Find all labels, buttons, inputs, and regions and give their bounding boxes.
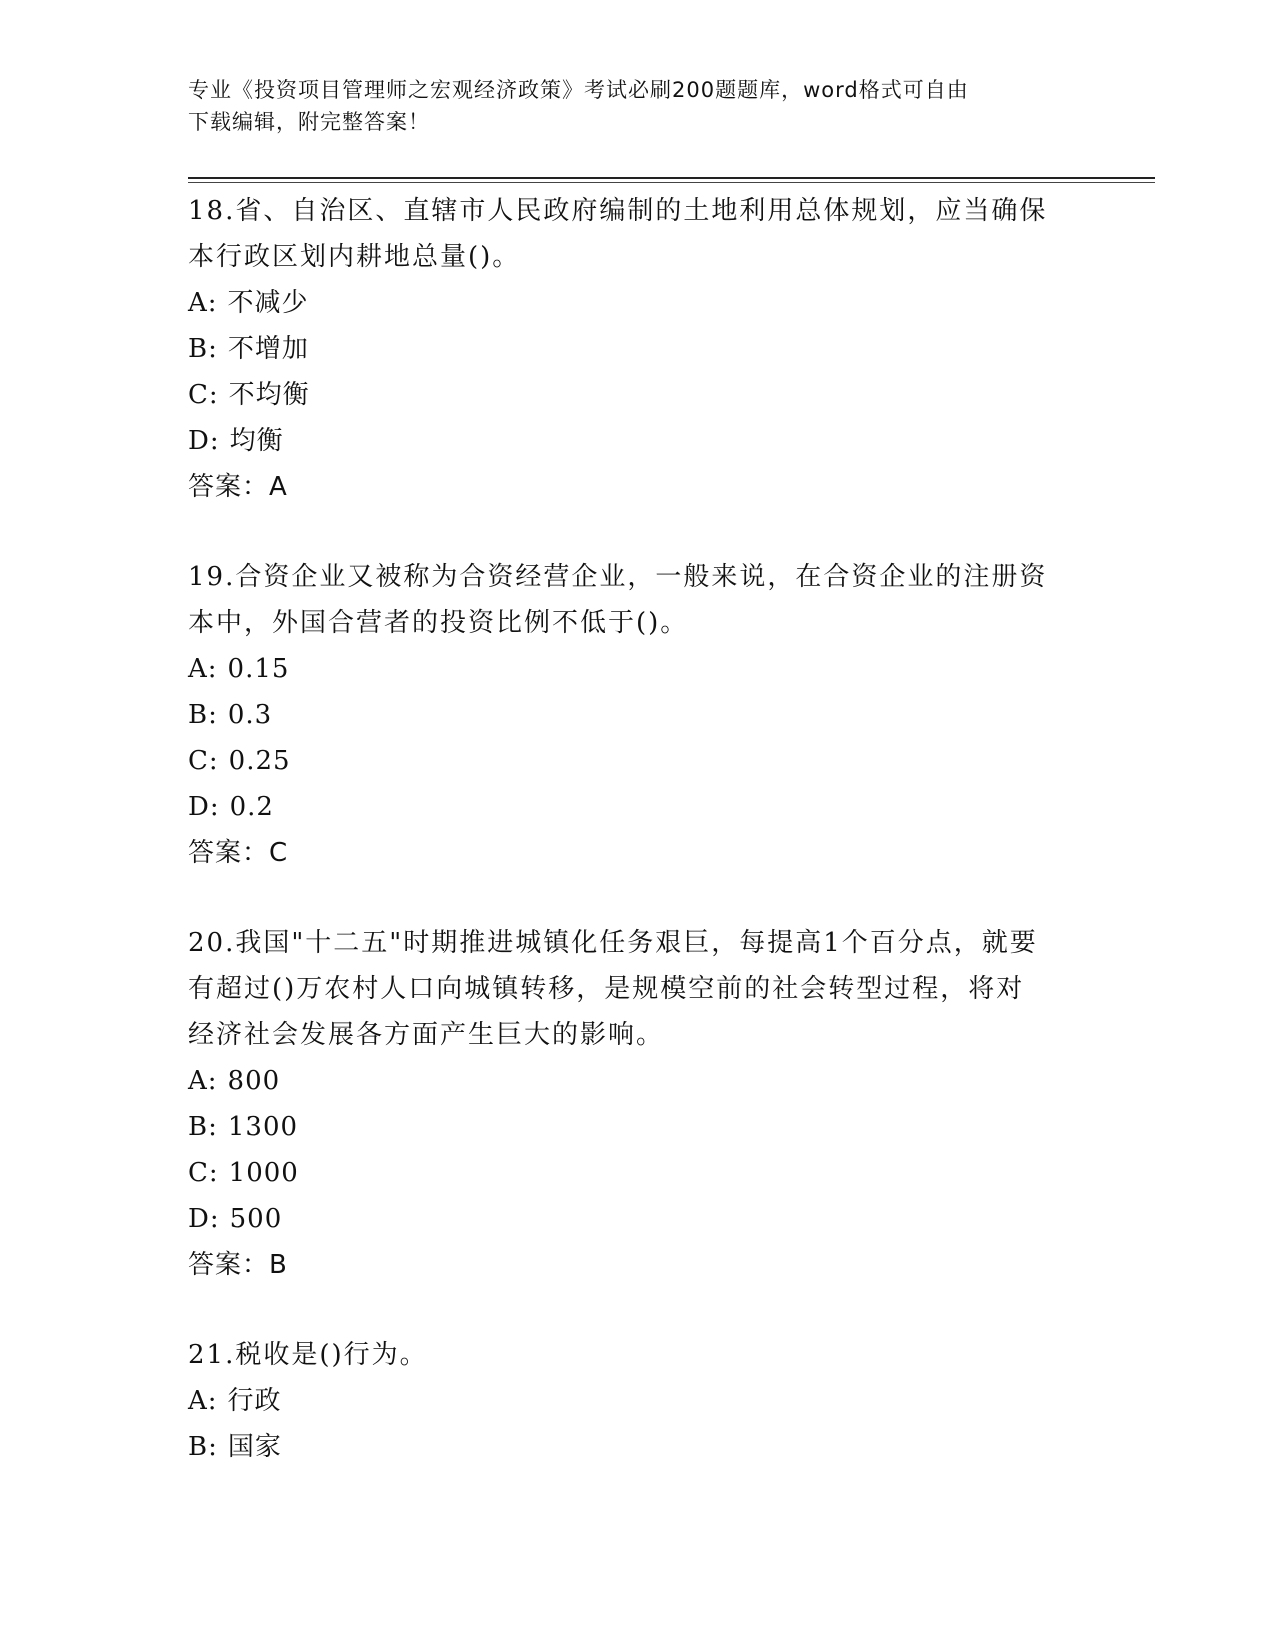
option-text: 0.15 (227, 654, 290, 684)
option-letter: A (188, 654, 208, 684)
option-a (188, 280, 1088, 326)
option-text: 行政 (227, 1386, 282, 1416)
option-text: 均衡 (229, 426, 284, 456)
option-text: 不均衡 (228, 380, 310, 410)
header-line-1: 专业《投资项目管理师之宏观经济政策》考试必刷200题题库，word格式可自由 (188, 78, 969, 102)
option-a (188, 1378, 1088, 1424)
question-20 (188, 920, 1088, 1288)
option-text: 0.2 (229, 792, 274, 822)
option-text: 1300 (227, 1112, 299, 1142)
option-text: 国家 (227, 1432, 282, 1462)
option-text: 1000 (228, 1158, 299, 1188)
option-b (188, 326, 1088, 372)
option-letter: C (188, 1158, 209, 1188)
option-separator: : (208, 1432, 218, 1462)
question-19 (188, 554, 1088, 876)
option-d (188, 418, 1088, 464)
question-text-line: 19.合资企业又被称为合资经营企业，一般来说，在合资企业的注册资 (188, 562, 1048, 592)
answer-label: 答案：A (188, 472, 288, 502)
question-text-line: 有超过()万农村人口向城镇转移，是规模空前的社会转型过程，将对 (188, 974, 1025, 1004)
option-c (188, 738, 1088, 784)
question-21 (188, 1332, 1088, 1470)
question-text (188, 1332, 1088, 1378)
question-18 (188, 188, 1088, 510)
option-letter: D (188, 792, 210, 822)
option-separator: : (208, 334, 218, 364)
option-separator: : (207, 1386, 218, 1416)
option-d (188, 1196, 1088, 1242)
header-divider (188, 177, 1155, 179)
question-text (188, 188, 1088, 280)
option-b (188, 1104, 1088, 1150)
option-letter: B (188, 1112, 209, 1142)
option-text: 500 (229, 1204, 283, 1234)
question-text (188, 920, 1088, 1058)
option-separator: : (209, 1204, 220, 1234)
question-text-line: 18.省、自治区、直辖市人民政府编制的土地利用总体规划，应当确保 (188, 196, 1048, 226)
option-letter: C (188, 380, 209, 410)
option-separator: : (207, 1066, 218, 1096)
option-c (188, 372, 1088, 418)
option-separator: : (208, 380, 219, 410)
option-a (188, 1058, 1088, 1104)
question-text-line: 经济社会发展各方面产生巨大的影响。 (188, 1020, 665, 1050)
option-separator: : (208, 746, 219, 776)
option-separator: : (209, 426, 220, 456)
question-text (188, 554, 1088, 646)
option-separator: : (208, 1112, 218, 1142)
option-text: 800 (227, 1066, 281, 1096)
question-text-line: 20.我国"十二五"时期推进城镇化任务艰巨，每提高1个百分点，就要 (188, 928, 1038, 958)
document-header (188, 74, 1068, 138)
answer-label: 答案：C (188, 838, 289, 868)
option-separator: : (207, 654, 218, 684)
option-text: 0.3 (227, 700, 273, 730)
option-text: 0.25 (228, 746, 291, 776)
option-letter: A (188, 1386, 208, 1416)
option-b (188, 1424, 1088, 1470)
option-a (188, 646, 1088, 692)
option-separator: : (209, 792, 220, 822)
option-letter: C (188, 746, 209, 776)
option-text: 不减少 (227, 288, 309, 318)
option-letter: D (188, 426, 210, 456)
option-c (188, 1150, 1088, 1196)
question-text-line: 21.税收是()行为。 (188, 1340, 428, 1370)
option-letter: A (188, 1066, 208, 1096)
option-letter: B (188, 700, 209, 730)
option-separator: : (208, 700, 218, 730)
option-separator: : (207, 288, 218, 318)
option-letter: B (188, 1432, 209, 1462)
option-letter: A (188, 288, 208, 318)
option-b (188, 692, 1088, 738)
header-line-2: 下载编辑，附完整答案！ (188, 110, 430, 134)
option-letter: D (188, 1204, 210, 1234)
option-text: 不增加 (227, 334, 309, 364)
option-letter: B (188, 334, 209, 364)
header-divider-thin (188, 182, 1155, 183)
answer-label: 答案：B (188, 1250, 288, 1280)
option-d (188, 784, 1088, 830)
question-list (188, 188, 1088, 1514)
question-text-line: 本中，外国合营者的投资比例不低于()。 (188, 608, 689, 638)
question-text-line: 本行政区划内耕地总量()。 (188, 242, 521, 272)
option-separator: : (208, 1158, 219, 1188)
